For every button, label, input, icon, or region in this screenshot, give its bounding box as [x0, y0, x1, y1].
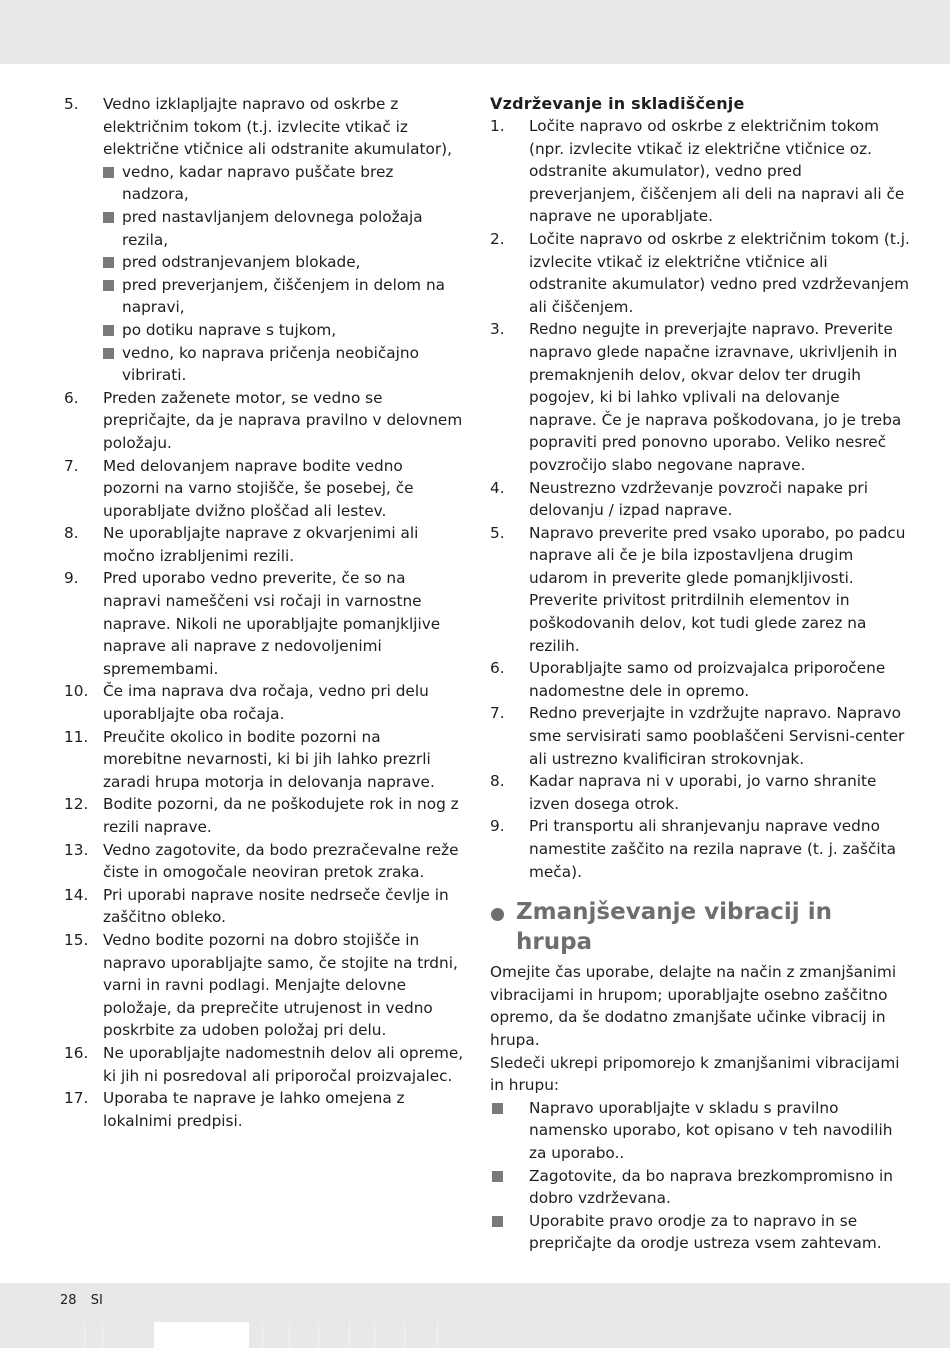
item-number: 7.: [64, 456, 79, 475]
right-column: [490, 93, 910, 1255]
item-text: Vedno izklapljajte napravo od oskrbe z električnim tokom (t.j. izvlecite vtikač iz električne vtičnice ali odstranite akumulator),: [103, 95, 452, 159]
item-text: Bodite pozorni, da ne poškodujete rok in nog z rezili naprave.: [103, 795, 459, 836]
item-number: 11.: [64, 727, 89, 746]
item-text: Ne uporabljajte nadomestnih delov ali opreme, ki jih ni posredoval ali priporočal proizvajalec.: [103, 1043, 464, 1085]
item-number: 14.: [64, 885, 89, 904]
sub-item: [103, 274, 464, 319]
item-number: 6.: [490, 659, 505, 678]
list-item: [64, 929, 464, 1042]
list-item: [490, 318, 910, 476]
item-number: 10.: [64, 682, 89, 701]
item-text: Če ima naprava dva ročaja, vedno pri delu uporabljajte oba ročaja.: [103, 682, 429, 724]
list-item: [64, 387, 464, 455]
strip-divider: [404, 1322, 405, 1348]
item-number: 16.: [64, 1043, 89, 1062]
vibration-heading: [490, 897, 910, 957]
strip-divider: [374, 1322, 375, 1348]
list-item: [490, 770, 910, 815]
list-item: [64, 1042, 464, 1087]
sub-item: [103, 161, 464, 206]
strip-highlight: [154, 1322, 249, 1348]
item-number: 13.: [64, 840, 89, 859]
item-text: Preučite okolico in bodite pozorni na morebitne nevarnosti, ki bi jih lahko prezrli zaradi hrupa motorja in delovanja naprave.: [103, 727, 435, 791]
bullet-dot-icon: [491, 908, 504, 921]
sub-item: [103, 251, 464, 274]
sub-item-text: pred odstranjevanjem blokade,: [122, 253, 361, 272]
list-item: [64, 680, 464, 725]
item-number: 2.: [490, 229, 505, 248]
sub-item-text: vedno, kadar napravo puščate brez nadzora,: [122, 162, 394, 204]
item-number: 15.: [64, 930, 89, 949]
list-item: [64, 567, 464, 680]
strip-divider: [349, 1322, 350, 1348]
list-item: [490, 522, 910, 658]
item-text: Preden zaženete motor, se vedno se prepričajte, da je naprava pravilno v delovnem položaju.: [103, 388, 463, 452]
square-bullet-icon: [103, 280, 114, 291]
item-text: Uporaba te naprave je lahko omejena z lokalnimi predpisi.: [103, 1089, 405, 1130]
item-number: 9.: [490, 817, 505, 836]
sub-item-text: pred preverjanjem, čiščenjem in delom na napravi,: [122, 275, 446, 317]
item-text: Pri transportu ali shranjevanju naprave vedno namestite zaščito na rezila naprave (t. j. zaščita meča).: [529, 817, 897, 881]
list-item: [64, 793, 464, 838]
list-item: [64, 839, 464, 884]
item-number: 4.: [490, 478, 505, 497]
strip-divider: [289, 1322, 290, 1348]
bullet-item: [490, 1210, 910, 1255]
bullet-item: [490, 1165, 910, 1210]
top-band: [0, 0, 950, 64]
list-item: [490, 115, 910, 228]
item-number: 6.: [64, 388, 79, 407]
square-bullet-icon: [492, 1103, 503, 1114]
page-number: 28: [60, 1293, 77, 1308]
list-item: [490, 657, 910, 702]
bullet-item: [490, 1097, 910, 1165]
list-item: [64, 522, 464, 567]
page-footer: [60, 1293, 113, 1308]
list-item: [490, 702, 910, 770]
item-number: 17.: [64, 1089, 89, 1108]
list-item: [490, 228, 910, 318]
list-item: [64, 726, 464, 794]
item-number: 8.: [490, 772, 505, 791]
item-text: Vedno zagotovite, da bodo prezračevalne reže čiste in omogočale neoviran pretok zraka.: [103, 840, 459, 882]
item-text: Vedno bodite pozorni na dobro stojišče in napravo uporabljajte samo, če stojite na trdni, varni in ravni podlagi. Menjajte delovne položaje, da preprečite utrujenost in vedno poskrbite za udoben položaj pri delu.: [103, 930, 458, 1040]
square-bullet-icon: [103, 212, 114, 223]
square-bullet-icon: [492, 1216, 503, 1227]
sub-item: [103, 206, 464, 251]
item-text: Uporabljajte samo od proizvajalca priporočene nadomestne dele in opremo.: [529, 659, 886, 700]
item-text: Kadar naprava ni v uporabi, jo varno shranite izven dosega otrok.: [529, 772, 877, 813]
sub-item: [103, 319, 464, 342]
safety-list: [64, 93, 464, 1132]
strip-divider: [102, 1322, 103, 1348]
item-text: Ne uporabljajte naprave z okvarjenimi ali močno izrabljenimi rezili.: [103, 524, 419, 565]
item-text: Med delovanjem naprave bodite vedno pozorni na varno stojišče, še posebej, če uporabljate dvižno ploščad ali lestev.: [103, 456, 414, 520]
language-code: SI: [90, 1293, 103, 1308]
item-text: Neustrezno vzdrževanje povzroči napake pri delovanju / izpad naprave.: [529, 478, 868, 520]
item-number: 7.: [490, 704, 505, 723]
item-text: Pri uporabi naprave nosite nedrseče čevlje in zaščitno obleko.: [103, 885, 449, 927]
square-bullet-icon: [103, 348, 114, 359]
item-number: 5.: [64, 95, 79, 113]
item-text: Redno negujte in preverjajte napravo. Preverite napravo glede napačne izravnave, ukrivljenih in premaknjenih delov, okvar delov ter drugih pogojev, ki bi lahko vplivali na delovanje naprave. Če je naprava poškodovana, jo je treba popraviti pred ponovno uporabo. Veliko nesreč povzročijo slabo negovane naprave.: [529, 320, 902, 474]
strip-divider: [318, 1322, 319, 1348]
item-text: Ločite napravo od oskrbe z električnim tokom (npr. izvlecite vtikač iz električne vtičnice oz. odstranite akumulator), vedno pred preverjanjem, čiščenjem ali deli na napravi ali če naprave ne uporabljate.: [529, 117, 905, 226]
item-number: 1.: [490, 117, 505, 135]
list-item: [64, 1087, 464, 1132]
item-text: Ločite napravo od oskrbe z električnim tokom (t.j. izvlecite vtikač iz električne vtičnice ali odstranite akumulator) vedno pred vzdrževanjem ali čiščenjem.: [529, 229, 910, 316]
square-bullet-icon: [103, 167, 114, 178]
square-bullet-icon: [103, 257, 114, 268]
bullet-text: Napravo uporabljajte v skladu s pravilno namensko uporabo, kot opisano v teh navodilih za uporabo..: [529, 1098, 893, 1162]
item-number: 12.: [64, 795, 89, 814]
sub-item-text: vedno, ko naprava pričenja neobičajno vibrirati.: [122, 343, 419, 385]
item-text: Pred uporabo vedno preverite, če so na napravi nameščeni vsi ročaji in varnostne naprave. Nikoli ne uporabljajte pomanjkljive naprave ali naprave z nedovoljenimi spremembami.: [103, 569, 441, 678]
item-text: Napravo preverite pred vsako uporabo, po padcu naprave ali če je bila izpostavljena drugim udarom in preverite glede pomanjkljivosti. Preverite privitost pritrdilnih elementov in poškodovanih delov, kot tudi glede zarez na rezilih.: [529, 523, 906, 655]
square-bullet-icon: [103, 325, 114, 336]
list-item: [64, 93, 464, 387]
vibration-heading-text: Zmanjševanje vibracij in hrupa: [516, 899, 832, 956]
sub-item-text: pred nastavljanjem delovnega položaja rezila,: [122, 207, 423, 249]
sub-item: [103, 342, 464, 387]
square-bullet-icon: [492, 1171, 503, 1182]
footer-color-strip: [0, 1322, 950, 1348]
strip-divider: [84, 1322, 85, 1348]
bullet-text: Zagotovite, da bo naprava brezkompromisno in dobro vzdrževana.: [529, 1166, 894, 1208]
strip-divider: [262, 1322, 263, 1348]
strip-divider: [437, 1322, 438, 1348]
list-item: [490, 815, 910, 883]
maintenance-heading: Vzdrževanje in skladiščenje: [490, 94, 745, 113]
list-item: [490, 477, 910, 522]
sub-item-text: po dotiku naprave s tujkom,: [122, 320, 337, 339]
paragraph: Omejite čas uporabe, delajte na način z zmanjšanimi vibracijami in hrupom; uporabljajte osebno zaščitno opremo, da še dodatno zmanjšate učinke vibracij in hrupa.: [490, 963, 897, 1049]
item-number: 9.: [64, 569, 79, 588]
item-number: 8.: [64, 524, 79, 543]
item-number: 3.: [490, 320, 505, 339]
bullet-text: Uporabite pravo orodje za to napravo in se prepričajte da orodje ustreza vsem zahtevam.: [529, 1211, 882, 1253]
paragraph: Sledeči ukrepi pripomorejo k zmanjšanimi vibracijami in hrupu:: [490, 1053, 900, 1095]
list-item: [64, 455, 464, 523]
item-number: 5.: [490, 523, 505, 542]
item-text: Redno preverjajte in vzdržujte napravo. Napravo sme servisirati samo pooblaščeni Servisni-center ali ustrezno kvalificiran strokovnjak.: [529, 704, 905, 768]
list-item: [64, 884, 464, 929]
